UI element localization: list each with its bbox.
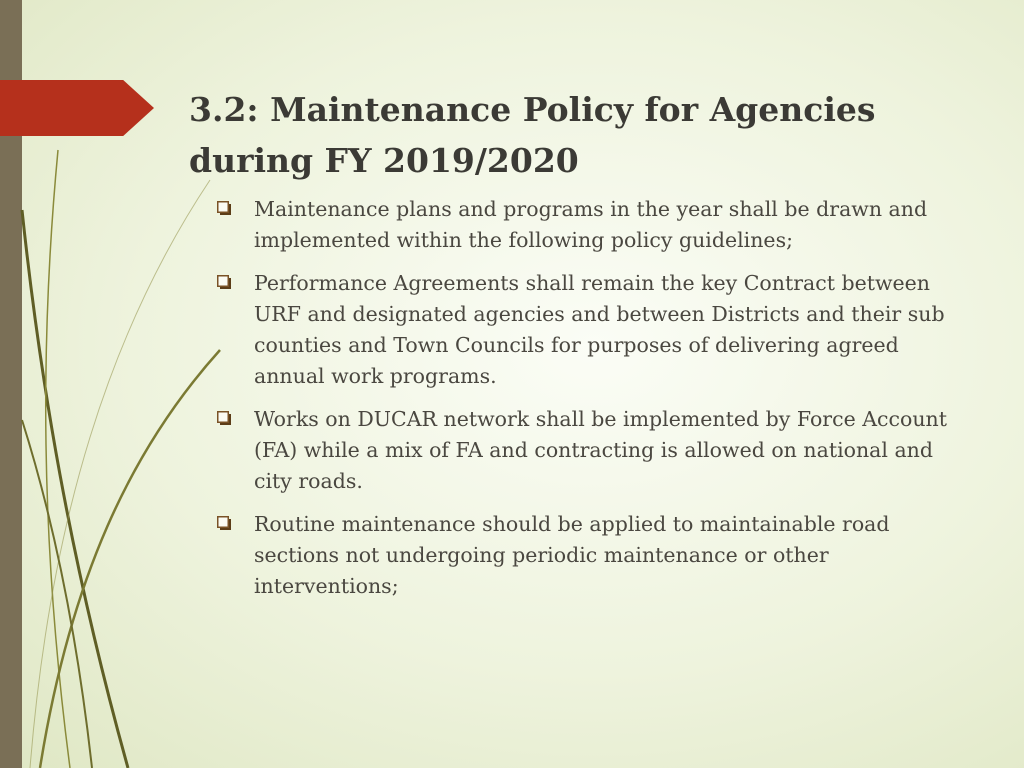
bullet-item <box>215 268 955 392</box>
bullet-text: Performance Agreements shall remain the key Contract between URF and designated agencies and between Districts and their sub counties and Town Councils for purposes of delivering agreed annual work programs. <box>254 271 945 388</box>
bullet-item <box>215 509 955 602</box>
bullet-text: Maintenance plans and programs in the year shall be drawn and implemented within the following policy guidelines; <box>254 197 928 252</box>
bullet-text: Routine maintenance should be applied to maintainable road sections not undergoing periodic maintenance or other interventions; <box>254 512 890 598</box>
checkbox-square-icon <box>217 275 231 289</box>
checkbox-square-icon <box>217 411 231 425</box>
slide-title <box>189 84 989 186</box>
bullet-text: Works on DUCAR network shall be implemented by Force Account (FA) while a mix of FA and contracting is allowed on national and city roads. <box>254 407 947 493</box>
title-text: : Maintenance Policy for Agencies during FY 2019/2020 <box>189 90 876 180</box>
bullet-item <box>215 194 955 256</box>
bullet-list <box>215 194 955 614</box>
checkbox-square-icon <box>217 201 231 215</box>
checkbox-square-icon <box>217 516 231 530</box>
bullet-item <box>215 404 955 497</box>
title-number: 3.2 <box>189 90 247 129</box>
title-accent-arrow <box>0 80 154 136</box>
